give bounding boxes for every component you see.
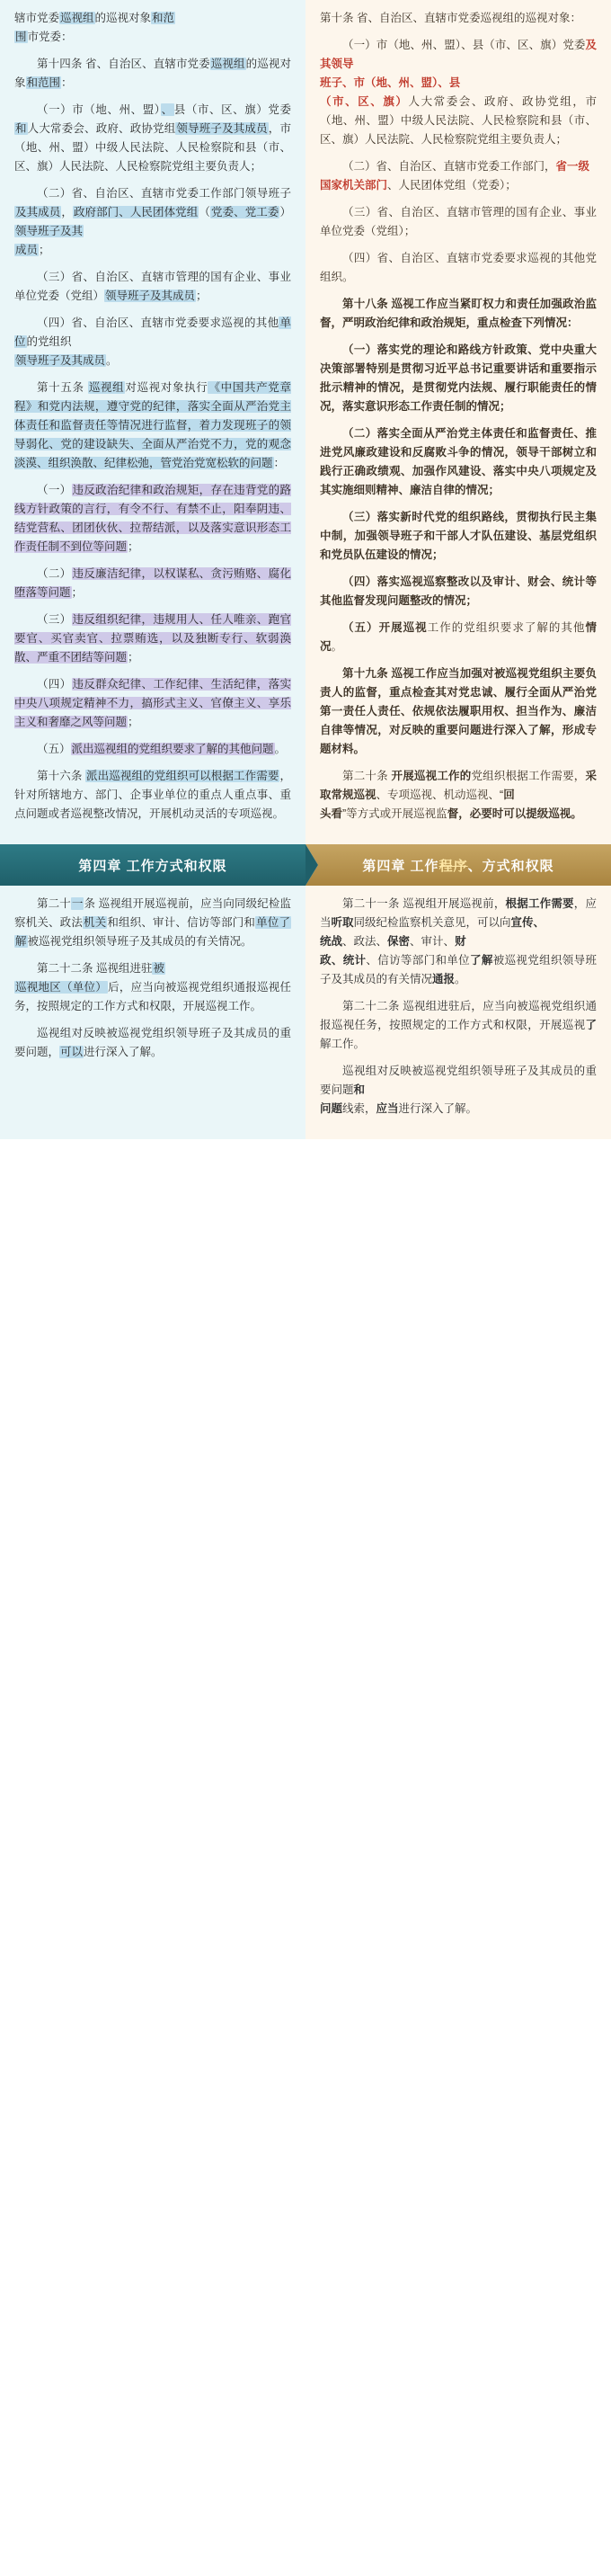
article-21-heading-new: 第二十一条 巡视组开展巡视前，根据工作需要，应当听取同级纪检监察机关意见，可以向宣传、 统战、政法、保密、审计、财 政、统计、信访等部门和单位了解被巡视党组织领导班子及其成员的有关情况通报。 xyxy=(320,897,597,985)
paragraph: （四）省、自治区、直辖市党委要求巡视的其他党组织。 xyxy=(320,252,597,283)
chapter-title-new-prefix: 第四章 工作 xyxy=(362,858,439,874)
chapter-title-new-deleted: 程序 xyxy=(438,858,468,874)
article-14-heading: 第十四条 省、自治区、直辖市党委巡视组的巡视对象和范围： xyxy=(14,58,291,89)
left-column-old-version-continued xyxy=(0,886,306,1139)
article-21-heading: 第二十一条 巡视组开展巡视前，应当向同级纪检监察机关、政法机关和组织、审计、信访等部门和单位了解被巡视党组织领导班子及其成员的有关情况。 xyxy=(14,897,291,948)
left-column-old-version xyxy=(0,0,306,844)
comparison-columns-bottom xyxy=(0,886,611,1139)
chapter-band-left xyxy=(0,844,306,886)
chapter-band-right xyxy=(306,844,611,886)
paragraph: （一）市（地、州、盟）、县（市、区、旗）党委及其领导 班子、市（地、州、盟）、县 （市、区、旗）人大常委会、政府、政协党组，市（地、州、盟）中级人民法院、人民检察院和县（市、区、旗）人民法院、人民检察院党组主要负责人； xyxy=(320,39,597,146)
paragraph: （三）落实新时代党的组织路线，贯彻执行民主集中制，加强领导班子和干部人才队伍建设、基层党组织和党员队伍建设的情况； xyxy=(320,511,597,561)
paragraph: 巡视组对反映被巡视党组织领导班子及其成员的重要问题，可以进行深入了解。 xyxy=(14,1027,291,1058)
paragraph: （五）派出巡视组的党组织要求了解的其他问题。 xyxy=(37,743,287,755)
paragraph: （三）省、自治区、直辖市管理的国有企业、事业单位党委（党组）； xyxy=(320,206,597,237)
band-arrow-icon xyxy=(306,844,318,886)
article-18-heading: 第十八条 巡视工作应当紧盯权力和责任加强政治监督，严明政治纪律和政治规矩，重点检查下列情况： xyxy=(320,298,597,329)
paragraph: （五）开展巡视工作的党组织要求了解的其他情况。 xyxy=(320,621,597,653)
article-20-heading: 第二十条 开展巡视工作的党组织根据工作需要，采取常规巡视、专项巡视、机动巡视、“回 头看”等方式或开展巡视监督，必要时可以提级巡视。 xyxy=(320,770,597,820)
paragraph: （三）违反组织纪律，违规用人、任人唯亲、跑官要官、买官卖官、拉票贿选，以及独断专行、软弱涣散、严重不团结等问题； xyxy=(14,613,291,664)
right-column-new-version-continued xyxy=(306,886,611,1139)
paragraph: （二）省、自治区、直辖市党委工作部门领导班子及其成员，政府部门、人民团体党组（党委、党工委）领导班子及其 成员； xyxy=(15,187,291,256)
right-column-new-version xyxy=(306,0,611,844)
paragraph: （四）落实巡视巡察整改以及审计、财会、统计等其他监督发现问题整改的情况； xyxy=(320,575,597,607)
comparison-columns-top xyxy=(0,0,611,844)
paragraph: （四）省、自治区、直辖市党委要求巡视的其他单位的党组织 领导班子及其成员。 xyxy=(14,316,291,367)
chapter-band xyxy=(0,844,611,886)
paragraph: 辖市党委巡视组的巡视对象和范 围市党委： xyxy=(14,12,175,43)
paragraph: （一）市（地、州、盟）、县（市、区、旗）党委和人大常委会、政府、政协党组领导班子及其成员，市（地、州、盟）中级人民法院、人民检察院和县（市、区、旗）人民法院、人民检察院党组主要负责人； xyxy=(14,103,291,173)
paragraph: （二）落实全面从严治党主体责任和监督责任、推进党风廉政建设和反腐败斗争的情况，领导干部树立和践行正确政绩观、加强作风建设、落实中央八项规定及其实施细则精神、廉洁自律的情况； xyxy=(320,427,597,496)
article-22-heading-new: 第二十二条 巡视组进驻后，应当向被巡视党组织通报巡视任务，按照规定的工作方式和权限，开展巡视了解工作。 xyxy=(320,1000,597,1050)
paragraph: （三）省、自治区、直辖市管理的国有企业、事业单位党委（党组）领导班子及其成员； xyxy=(14,271,291,302)
paragraph: （一）落实党的理论和路线方针政策、党中央重大决策部署特别是贯彻习近平总书记重要讲话和重要指示批示精神的情况，是贯彻党内法规、履行职能责任的情况，落实意识形态工作责任制的情况； xyxy=(320,343,597,413)
paragraph: （二）省、自治区、直辖市党委工作部门，省一级 国家机关部门、人民团体党组（党委）； xyxy=(320,160,590,192)
paragraph: （二）违反廉洁纪律，以权谋私、贪污贿赂、腐化堕落等问题； xyxy=(14,567,291,599)
chapter-title-new xyxy=(362,856,553,875)
article-19-heading: 第十九条 巡视工作应当加强对被巡视党组织主要负责人的监督，重点检查其对党忠诚、履行全面从严治党第一责任人责任、依规依法履职用权、担当作为、廉洁自律等情况，对反映的重要问题进行深入了解，形成专题材料。 xyxy=(320,667,597,755)
paragraph: 巡视组对反映被巡视党组织领导班子及其成员的重要问题和 问题线索，应当进行深入了解。 xyxy=(320,1065,597,1115)
paragraph: 第十条 省、自治区、直辖市党委巡视组的巡视对象： xyxy=(320,12,581,24)
paragraph: （四）违反群众纪律、工作纪律、生活纪律，落实中央八项规定精神不力，搞形式主义、官僚主义、享乐主义和奢靡之风等问题； xyxy=(14,678,291,728)
chapter-title-new-rest: 、方式和权限 xyxy=(467,858,554,874)
chapter-title-old: 第四章 工作方式和权限 xyxy=(78,858,227,874)
article-15-heading: 第十五条 巡视组对巡视对象执行《中国共产党章程》和党内法规，遵守党的纪律，落实全面从严治党主体责任和监督责任等情况进行监督，着力发现班子的领导弱化、党的建设缺失、全面从严治党不力，党的观念淡漠、组织涣散、纪律松弛，管党治党宽松软的问题： xyxy=(14,381,291,469)
article-16-heading: 第十六条 派出巡视组的党组织可以根据工作需要，针对所辖地方、部门、企事业单位的重点人重点事、重点问题或者巡视整改情况，开展机动灵活的专项巡视。 xyxy=(14,770,291,820)
paragraph: （一）违反政治纪律和政治规矩，存在违背党的路线方针政策的言行，有令不行、有禁不止，阳奉阴违、结党营私、团团伙伙、拉帮结派，以及落实意识形态工作责任制不到位等问题； xyxy=(14,484,291,553)
article-22-heading: 第二十二条 巡视组进驻被 巡视地区（单位）后，应当向被巡视党组织通报巡视任务，按照规定的工作方式和权限，开展巡视工作。 xyxy=(14,962,291,1012)
